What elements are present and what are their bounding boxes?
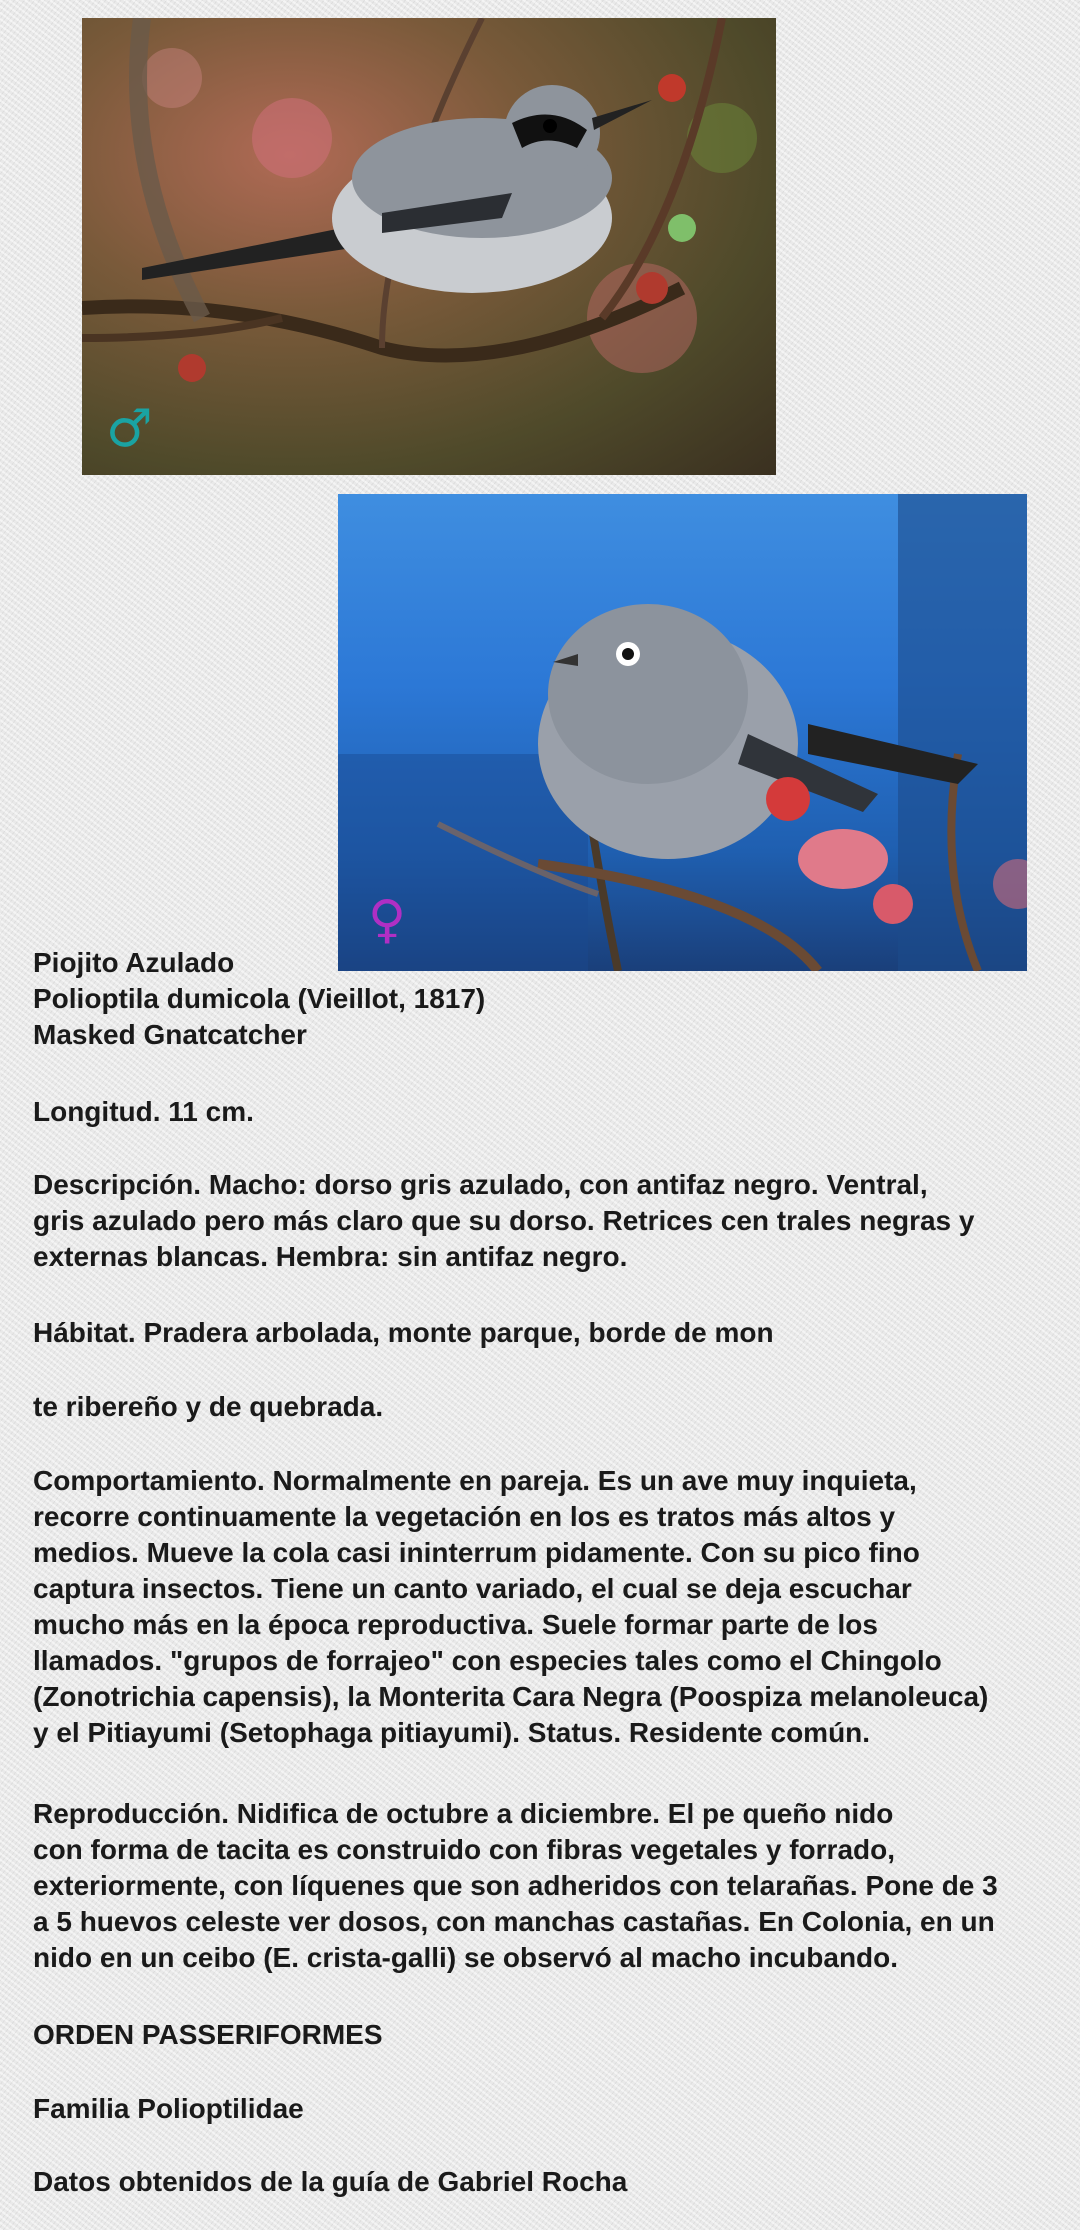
behavior-paragraph: Comportamiento. Normalmente en pareja. Es un ave muy inquieta, recorre continuamente la vegetación en los es tratos más altos y medios. Mueve la cola casi ininterrum pidamente. Con su pico fino captura insectos. Tiene un canto variado, el cual se deja escuchar mucho más en la época reproductiva. Suele formar parte de los llamados. "grupos de forrajeo" con especies tales como el Chingolo (Zonotrichia capensis), la Monterita Cara Negra (Poospiza melanoleuca) y el Pitiayumi (Setophaga pitiayumi). Status. Residente común. [33,1465,989,1748]
female-symbol-icon: ♀ [368,890,407,950]
english-name: Masked Gnatcatcher [33,1019,307,1050]
reproduction-paragraph: Reproducción. Nidifica de octubre a diciembre. El pe queño nido con forma de tacita es construido con fibras vegetales y forrado, exteriormente, con líquenes que son adheridos con telarañas. Pone de 3 a 5 huevos celeste ver dosos, con manchas castañas. En Colonia, en un nido en un ceibo (E. crista-galli) se observó al macho incubando. [33,1798,998,1973]
description-paragraph: Descripción. Macho: dorso gris azulado, con antifaz negro. Ventral, gris azulado pero más claro que su dorso. Retrices cen trales negras y externas blancas. Hembra: sin antifaz negro. [33,1169,975,1272]
male-symbol-icon: ♂ [106,399,153,459]
habitat-paragraph: Hábitat. Pradera arbolada, monte parque, borde de mon [33,1317,774,1348]
family-text: Familia Polioptilidae [33,2093,304,2124]
female-bird-illustration [338,494,1027,971]
male-bird-illustration [82,18,776,475]
source-text: Datos obtenidos de la guía de Gabriel Rocha [33,2166,628,2197]
habitat-continuation: te ribereño y de quebrada. [33,1391,384,1422]
male-bird-photo [82,18,776,475]
scientific-name: Polioptila dumicola (Vieillot, 1817) [33,983,486,1014]
female-bird-photo [338,494,1027,971]
order-text: ORDEN PASSERIFORMES [33,2019,383,2050]
species-header [33,945,1053,1053]
common-name: Piojito Azulado [33,947,235,978]
length-text: Longitud. 11 cm. [33,1096,254,1127]
